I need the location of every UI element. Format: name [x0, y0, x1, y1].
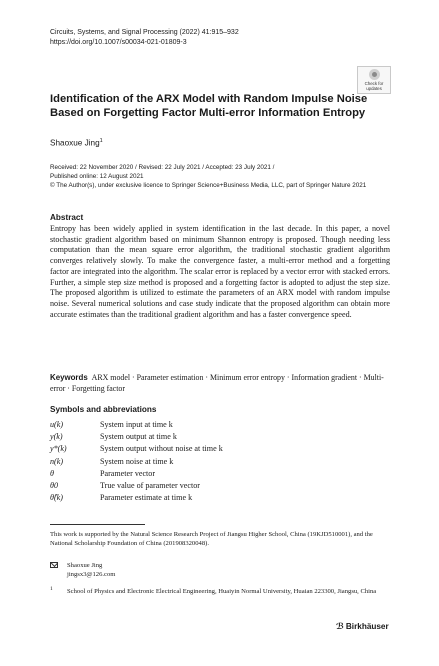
journal-citation: Circuits, Systems, and Signal Processing (2022) 41:915–932	[50, 29, 239, 36]
contact-email[interactable]: jingsx3@126.com	[67, 571, 116, 578]
symbols-heading: Symbols and abbreviations	[50, 405, 157, 414]
keywords-text: ARX model · Parameter estimation · Minimum error entropy · Information gradient · Multi-error · Forgetting factor	[50, 373, 384, 393]
keywords-label: Keywords	[50, 373, 88, 382]
symbol: u(k)	[50, 420, 64, 429]
symbol: y(k)	[50, 432, 63, 442]
publication-dates	[50, 163, 366, 190]
received-dates: Received: 22 November 2020 / Revised: 22 July 2021 / Accepted: 23 July 2021 /	[50, 164, 275, 171]
affiliation-number: 1	[50, 586, 53, 592]
symbol: y*(k)	[50, 444, 67, 454]
symbol-description: System input at time k	[100, 420, 173, 429]
published-date: Published online: 12 August 2021	[50, 173, 144, 180]
footnote-divider	[50, 524, 145, 525]
symbol-description: System output without noise at time k	[100, 444, 223, 454]
symbol-row	[50, 431, 350, 443]
symbol-description: Parameter vector	[100, 468, 156, 478]
symbol-row	[50, 456, 350, 468]
author-name[interactable]: Shaoxue Jing	[50, 138, 100, 148]
symbol-description: System noise at time k	[100, 456, 174, 466]
abstract-text: Entropy has been widely applied in system identification in the last decade. In this paper, a novel stochastic gradient algorithm based on minimum Shannon entropy is proposed. Though needing less computation than the mean square error algorithm, the traditional stochastic gradient algorithm converges relatively slowly. To make the convergence faster, a multi-error method and a forgetting factor are integrated into the algorithm. The scalar error is replaced by a vector error with stacked errors. Further, a simple step size method is proposed and a forgetting factor is adopted to adjust the step size. The proposed algorithm is utilized to estimate the parameters of an ARX model with random impulse noise. Several numerical solutions and case study indicate that the proposed algorithm can obtain more accurate estimates than the traditional gradient algorithm and has a faster convergence speed.	[50, 224, 390, 319]
symbol-description: True value of parameter vector	[100, 480, 200, 490]
publisher-name: Birkhäuser	[345, 622, 389, 631]
badge-line-2: updates	[366, 86, 382, 91]
funding-note: This work is supported by the Natural Science Research Project of Jiangsu Higher School, China (19KJD510001), and the National Scholarship Foundation of China (201908320048).	[50, 531, 373, 547]
symbol: θ̂(k)	[50, 493, 63, 503]
author[interactable]	[50, 138, 103, 148]
contact-name: Shaoxue Jing	[67, 562, 103, 569]
doi-link[interactable]: https://doi.org/10.1007/s00034-021-01809-3	[50, 38, 187, 46]
symbol-row	[50, 480, 350, 492]
title-line-1: Identification of the ARX Model with Random Impulse Noise	[50, 93, 368, 105]
article-title	[50, 92, 390, 120]
keywords	[50, 372, 395, 394]
symbol-description: System output at time k	[100, 432, 177, 442]
birkhauser-logo-icon: ℬ	[336, 621, 344, 631]
symbol-row	[50, 419, 350, 431]
symbol-description: Parameter estimate at time k	[100, 493, 193, 503]
envelope-icon	[50, 562, 58, 568]
symbol: n(k)	[50, 456, 64, 466]
symbol: θ	[50, 468, 54, 478]
symbol: θ0	[50, 480, 59, 490]
affiliation-text: School of Physics and Electronic Electrical Engineering, Huaiyin Normal University, Huaian 223300, Jiangsu, China	[67, 588, 377, 595]
badge-line-1: Check for	[364, 81, 384, 86]
crossmark-icon	[369, 69, 380, 80]
copyright-line: © The Author(s), under exclusive licence to Springer Science+Business Media, LLC, part of Springer Nature 2021	[50, 182, 367, 189]
symbol-row	[50, 443, 350, 455]
journal-header	[50, 28, 239, 47]
abstract-heading: Abstract	[50, 213, 84, 222]
title-line-2: Based on Forgetting Factor Multi-error Information Entropy	[50, 107, 366, 119]
symbol-row	[50, 492, 350, 504]
author-affiliation-ref: 1	[99, 138, 103, 144]
symbol-row	[50, 468, 350, 480]
check-for-updates-badge[interactable]	[357, 66, 391, 94]
publisher-logo	[336, 621, 389, 632]
symbols-table	[50, 419, 350, 504]
